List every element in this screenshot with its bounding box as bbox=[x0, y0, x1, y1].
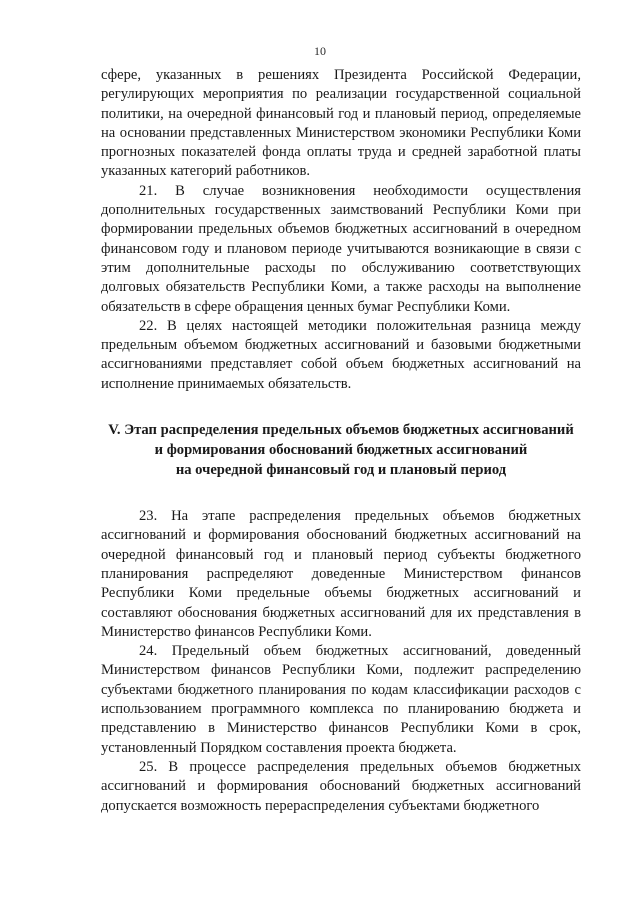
paragraph-21: 21. В случае возникновения необходимости осуществления дополнительных государственных заимствований Республики Коми при формировании предельных объемов бюджетных ассигнований в очередном финансовом году и плановом периоде учитываются возникающие в связи с этим дополнительные расходы по обслуживанию соответствующих долговых обязательств Республики Коми, а также расходы на выполнение обязательств в сфере обращения ценных бумаг Республики Коми. bbox=[101, 182, 581, 315]
page-number: 10 bbox=[314, 44, 326, 58]
section-heading-line-3: на очередной финансовый год и плановый период bbox=[175, 462, 507, 479]
paragraph-25: 25. В процессе распределения предельных объемов бюджетных ассигнований и формирования обоснований бюджетных ассигнований допускается возможность перераспределения субъектами бюджетного bbox=[101, 758, 581, 814]
section-heading bbox=[101, 420, 581, 480]
section-heading-line-2: и формирования обоснований бюджетных ассигнований bbox=[154, 442, 528, 459]
paragraph-22: 22. В целях настоящей методики положительная разница между предельным объемом бюджетных ассигнований и базовыми бюджетными ассигнованиями представляет собой объем бюджетных ассигнований на исполнение принимаемых обязательств. bbox=[101, 317, 581, 392]
document-body bbox=[101, 66, 581, 816]
paragraph-23: 23. На этапе распределения предельных объемов бюджетных ассигнований и формирования обоснований бюджетных ассигнований на очередной финансовый год и плановый период субъекты бюджетного планирования распределяют доведенные Министерством финансов Республики Коми предельные объемы бюджетных ассигнований и составляют обоснования бюджетных ассигнований для их представления в Министерство финансов Республики Коми. bbox=[101, 508, 581, 640]
paragraph-continuation: сфере, указанных в решениях Президента Российской Федерации, регулирующих мероприятия по реализации государственной социальной политики, на очередной финансовый год и плановый период, определяемые на основании представленных Министерством экономики Республики Коми прогнозных показателей фонда оплаты труда и средней заработной платы указанных категорий работников. bbox=[101, 67, 581, 180]
paragraph-24: 24. Предельный объем бюджетных ассигнований, доведенный Министерством финансов Республики Коми, подлежит распределению субъектами бюджетного планирования по кодам классификации расходов с использованием программного комплекса по планированию бюджета и представлению в Министерство финансов Республики Коми в срок, установленный Порядком составления проекта бюджета. bbox=[101, 643, 581, 756]
section-heading-line-1: V. Этап распределения предельных объемов бюджетных ассигнований bbox=[108, 422, 574, 439]
